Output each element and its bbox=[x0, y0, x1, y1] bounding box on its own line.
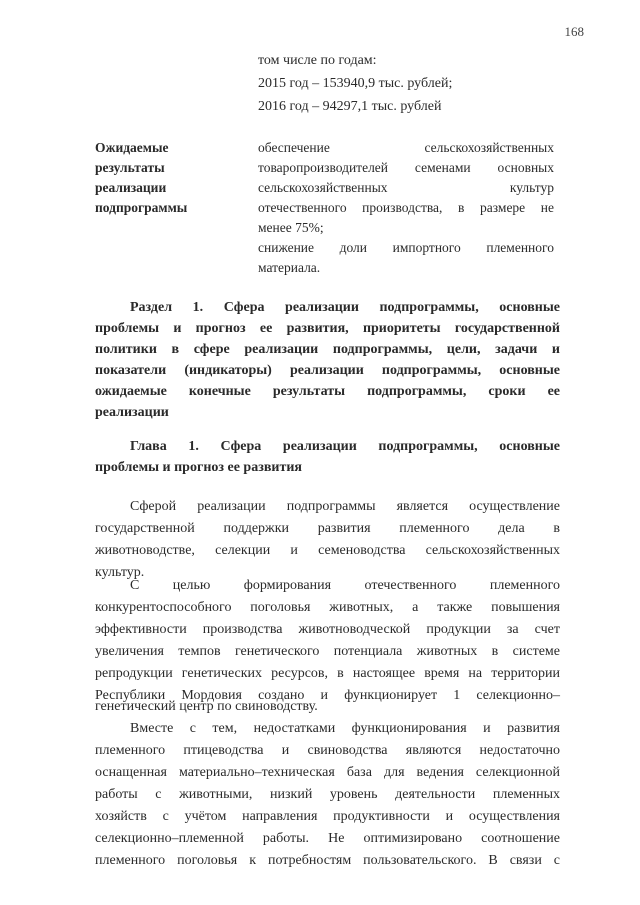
body-line: конкурентоспособного поголовья животных, а также повышения bbox=[95, 600, 560, 615]
body-line: репродукции генетических ресурсов, в настоящее время на территории bbox=[95, 666, 560, 681]
body-line: Республики Мордовия создано и функционирует 1 селекционно– bbox=[95, 688, 560, 703]
section-heading-line: политики в сфере реализации подпрограммы, цели, задачи и bbox=[95, 342, 560, 357]
results-label-line: подпрограммы bbox=[95, 200, 188, 215]
budget-line: 2016 год – 94297,1 тыс. рублей bbox=[258, 99, 442, 114]
results-text-line: менее 75%; bbox=[258, 220, 324, 235]
body-line: племенного птицеводства и свиноводства являются недостаточно bbox=[95, 743, 560, 758]
page-number: 168 bbox=[564, 24, 584, 39]
results-label-line: результаты bbox=[95, 160, 165, 175]
budget-line: том числе по годам: bbox=[258, 53, 377, 68]
budget-line: 2015 год – 153940,9 тыс. рублей; bbox=[258, 76, 453, 91]
results-text-line: материала. bbox=[258, 260, 321, 275]
section-heading-line: ожидаемые конечные результаты подпрограммы, сроки ее bbox=[95, 384, 560, 399]
section-heading-line: проблемы и прогноз ее развития, приоритеты государственной bbox=[95, 321, 560, 336]
body-line: селекционно–племенной работы. Не оптимизировано соотношение bbox=[95, 831, 560, 846]
body-line: Сферой реализации подпрограммы является осуществление bbox=[130, 499, 560, 514]
section-heading-line: показатели (индикаторы) реализации подпрограммы, основные bbox=[95, 363, 560, 378]
body-line: генетический центр по свиноводству. bbox=[95, 699, 318, 714]
body-line: работы с животными, низкий уровень деятельности племенных bbox=[95, 787, 560, 802]
body-line: С целью формирования отечественного племенного bbox=[130, 578, 560, 593]
body-line: государственной поддержки развития племенного дела в bbox=[95, 521, 560, 536]
body-line: племенного поголовья к потребностям пользовательского. В связи с bbox=[95, 853, 560, 868]
body-line: культур. bbox=[95, 565, 145, 580]
results-text-line: снижение доли импортного племенного bbox=[258, 240, 554, 255]
body-line: оснащенная материально–техническая база для ведения селекционной bbox=[95, 765, 560, 780]
section-heading-line: реализации bbox=[95, 405, 169, 420]
body-line: увеличения темпов генетического потенциала животных в системе bbox=[95, 644, 560, 659]
body-line: Вместе с тем, недостатками функционирования и развития bbox=[130, 721, 560, 736]
body-line: хозяйств с учётом направления продуктивности и осуществления bbox=[95, 809, 560, 824]
results-text-line: отечественного производства, в размере не bbox=[258, 200, 554, 215]
body-line: животноводстве, селекции и семеноводства сельскохозяйственных bbox=[95, 543, 560, 558]
body-line: эффективности производства животноводческой продукции за счет bbox=[95, 622, 560, 637]
results-text-line: обеспечение сельскохозяйственных bbox=[258, 140, 554, 155]
results-label-line: реализации bbox=[95, 180, 167, 195]
results-label-line: Ожидаемые bbox=[95, 140, 169, 155]
chapter-heading-line: Глава 1. Сфера реализации подпрограммы, основные bbox=[130, 439, 560, 454]
results-text-line: сельскохозяйственных культур bbox=[258, 180, 554, 195]
chapter-heading-line: проблемы и прогноз ее развития bbox=[95, 460, 302, 475]
section-heading-line: Раздел 1. Сфера реализации подпрограммы, основные bbox=[130, 300, 560, 315]
results-text-line: товаропроизводителей семенами основных bbox=[258, 160, 554, 175]
